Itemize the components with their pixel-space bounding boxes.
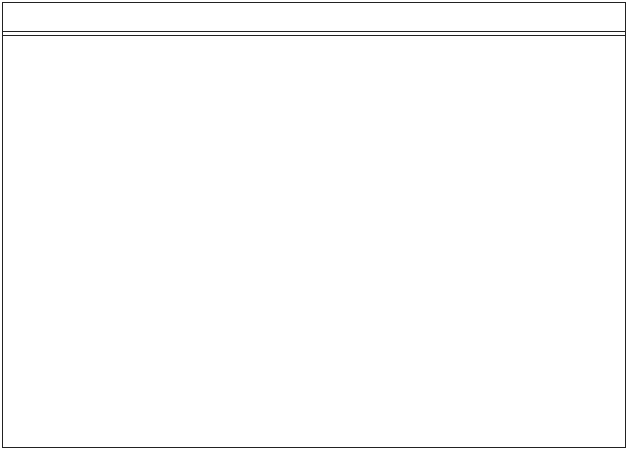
column-number-row <box>3 31 625 36</box>
document-sheet <box>2 2 626 448</box>
table-header <box>3 3 625 32</box>
